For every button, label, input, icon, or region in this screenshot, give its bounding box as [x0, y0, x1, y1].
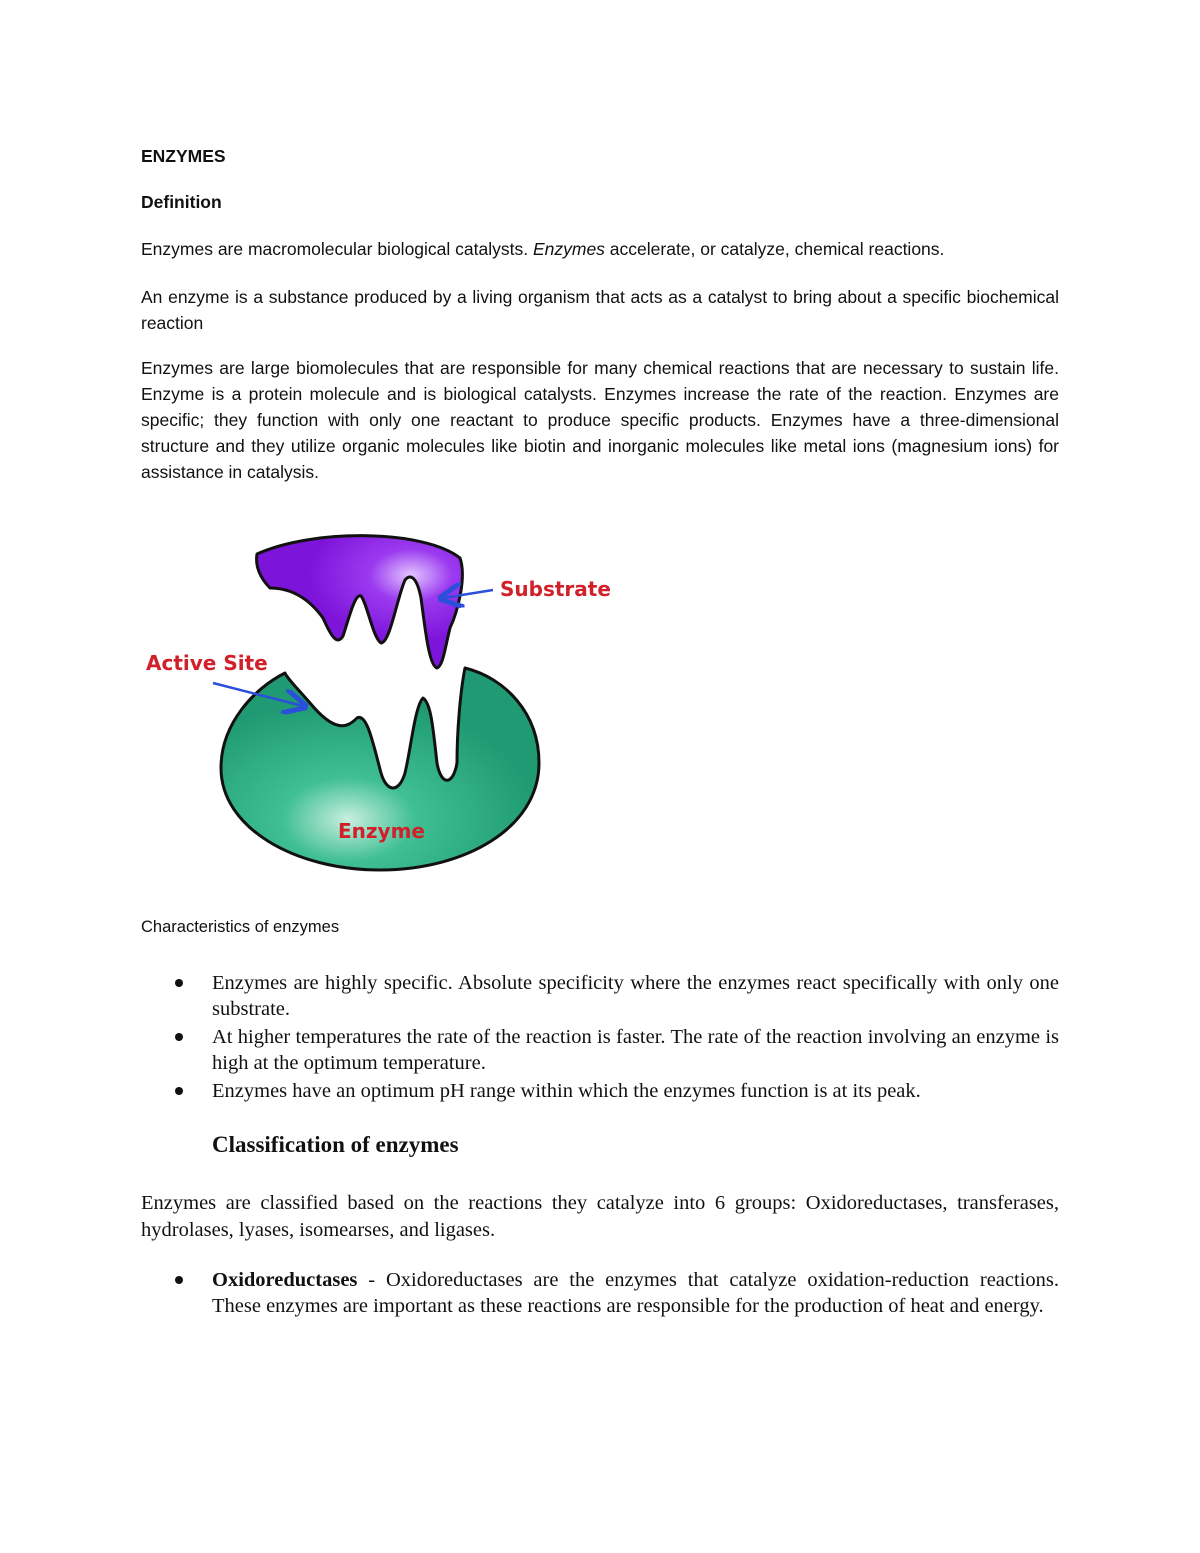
class-description: - Oxidoreductases are the enzymes that catalyze oxidation-reduction reactions. These enzymes are important as these reactions are responsible for the production of heat and energy. [212, 1269, 1059, 1317]
bullet-icon [175, 979, 183, 987]
active-site-label: Active Site [146, 651, 268, 675]
para1-suffix: accelerate, or catalyze, chemical reactions. [604, 239, 945, 259]
definition-heading: Definition [141, 192, 222, 212]
para1-italic: Enzymes [532, 239, 605, 259]
characteristics-list [141, 970, 1059, 1106]
classification-intro: Enzymes are classified based on the reactions they catalyze into 6 groups: Oxidoreductases, transferases, hydrolases, lyases, isomearses, and ligases. [141, 1192, 1059, 1241]
list-item [141, 970, 1059, 1022]
list-item [141, 1267, 1059, 1319]
class-name: Oxidoreductases [212, 1269, 358, 1291]
definition-paragraph-3: Enzymes are large biomolecules that are responsible for many chemical reactions that are necessary to sustain life. Enzyme is a protein molecule and is biological catalysts. Enzymes increase the rate of the reaction. Enzymes are specific; they function with only one reactant to produce specific products. Enzymes have a three-dimensional structure and they utilize organic molecules like biotin and inorganic molecules like metal ions (magnesium ions) for assistance in catalysis. [141, 358, 1059, 482]
characteristic-text: Enzymes have an optimum pH range within which the enzymes function is at its peak. [212, 1080, 921, 1102]
characteristic-text: Enzymes are highly specific. Absolute specificity where the enzymes react specifically with only one substrate. [212, 972, 1059, 1020]
definition-paragraph-2: An enzyme is a substance produced by a living organism that acts as a catalyst to bring about a specific biochemical reaction [141, 287, 1059, 333]
substrate-shape [257, 536, 463, 668]
bullet-icon [175, 1276, 183, 1284]
enzyme-label: Enzyme [338, 819, 425, 843]
para1-prefix: Enzymes are macromolecular biological catalysts. [141, 239, 533, 259]
definition-paragraph-1 [141, 236, 1059, 262]
characteristics-heading: Characteristics of enzymes [141, 918, 340, 936]
bullet-icon [175, 1033, 183, 1041]
classes-list [141, 1267, 1059, 1321]
classification-heading: Classification of enzymes [212, 1132, 459, 1157]
substrate-label: Substrate [500, 577, 611, 601]
list-item [141, 1078, 1059, 1104]
characteristic-text: At higher temperatures the rate of the reaction is faster. The rate of the reaction involving an enzyme is high at the optimum temperature. [212, 1026, 1059, 1074]
document-title: ENZYMES [141, 146, 226, 166]
bullet-icon [175, 1087, 183, 1095]
enzyme-substrate-diagram [135, 518, 615, 878]
list-item [141, 1024, 1059, 1076]
